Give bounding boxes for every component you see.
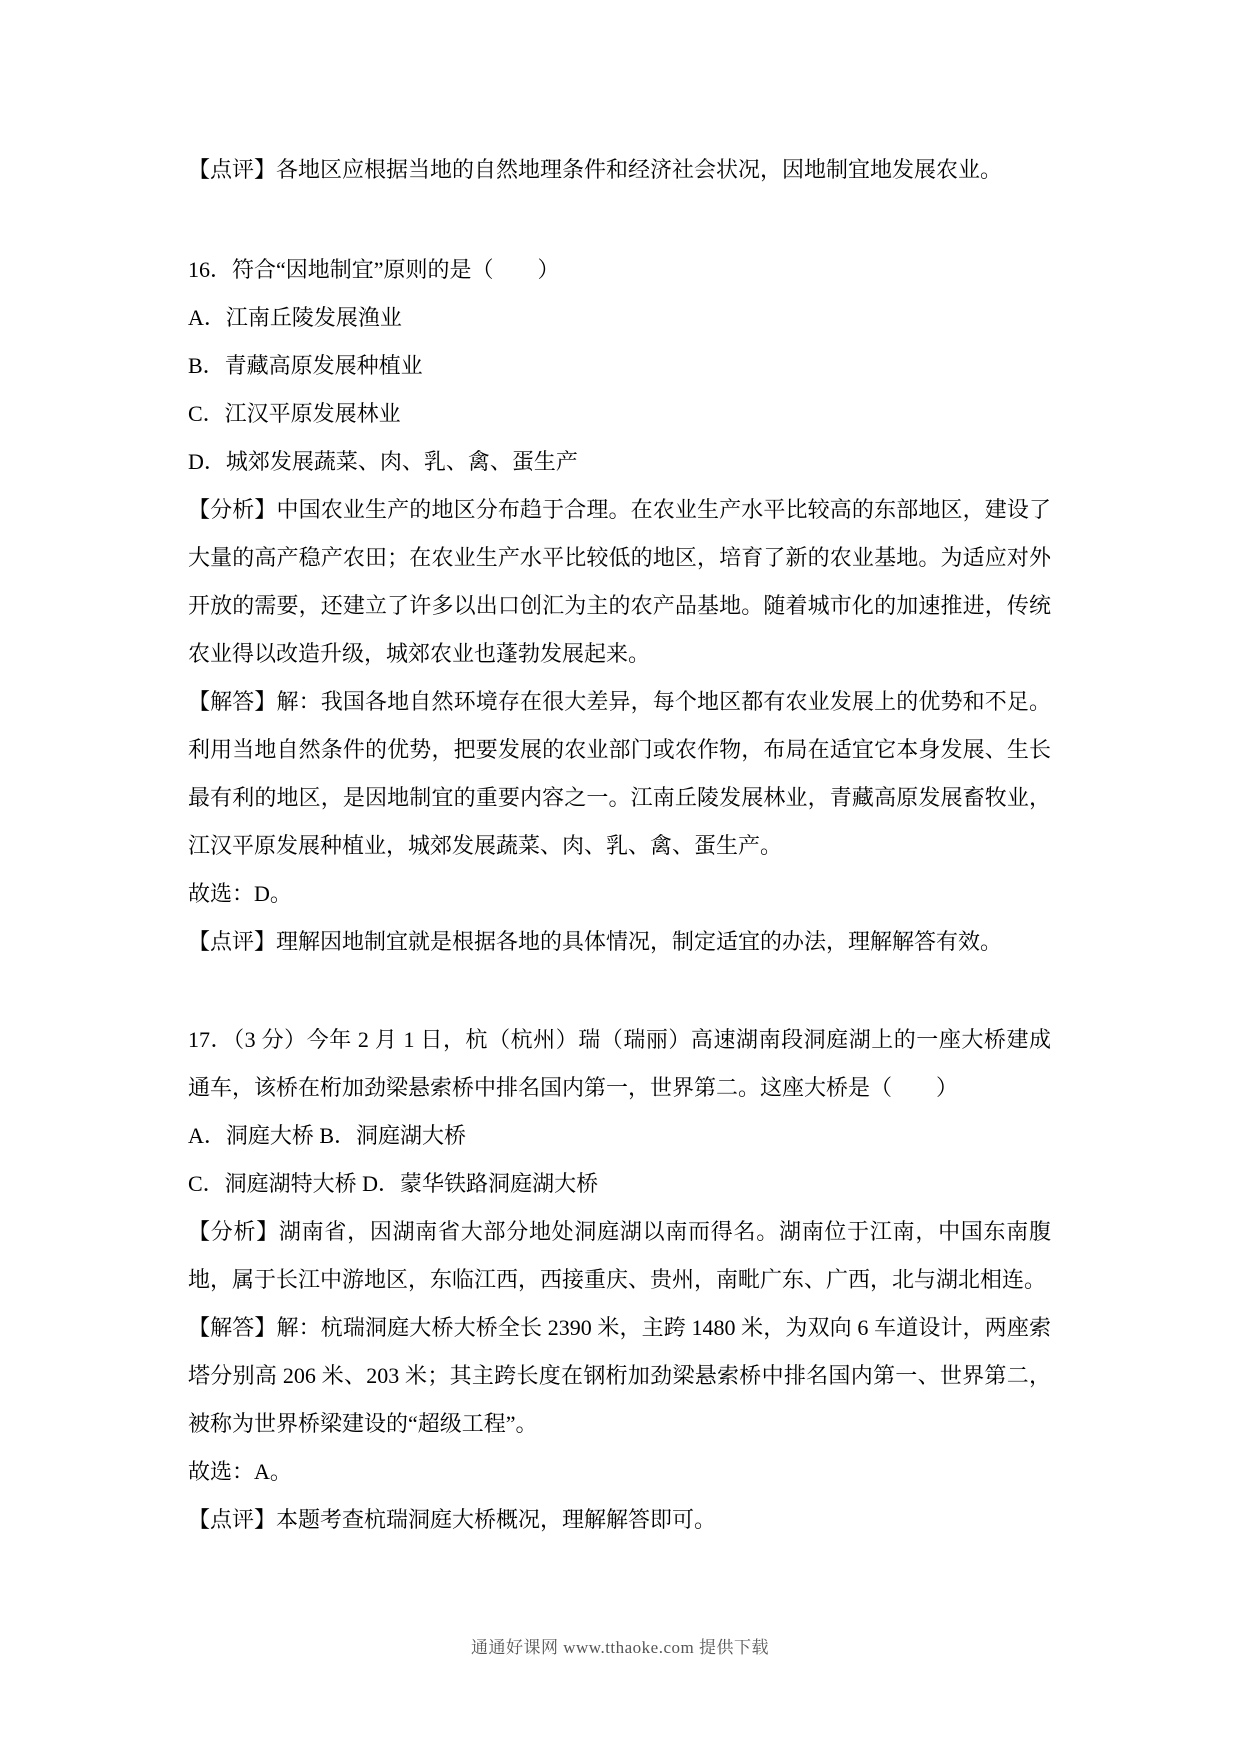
q16-answer-choice: 故选：D。 bbox=[188, 881, 292, 906]
q17-question-stem: 17．（3 分）今年 2 月 1 日，杭（杭州）瑞（瑞丽）高速湖南段洞庭湖上的一座大桥建成通车，该桥在桁加劲梁悬索桥中排名国内第一，世界第二。这座大桥是（ ） bbox=[188, 1027, 1051, 1100]
q16-comment-paragraph: 【点评】理解因地制宜就是根据各地的具体情况，制定适宜的办法，理解解答有效。 bbox=[188, 929, 1003, 954]
q16-option-a: A．江南丘陵发展渔业 bbox=[188, 305, 402, 330]
q16-option-b: B．青藏高原发展种植业 bbox=[188, 353, 423, 378]
footer-watermark-text: 通通好课网 www.tthaoke.com 提供下载 bbox=[470, 1638, 770, 1657]
q17-analysis-paragraph: 【分析】湖南省，因湖南省大部分地处洞庭湖以南而得名。湖南位于江南，中国东南腹地，属于长江中游地区，东临江西，西接重庆、贵州，南毗广东、广西，北与湖北相连。 bbox=[188, 1219, 1051, 1292]
q16-option-c: C．江汉平原发展林业 bbox=[188, 401, 401, 426]
q17-options-cd: C．洞庭湖特大桥 D．蒙华铁路洞庭湖大桥 bbox=[188, 1171, 599, 1196]
q17-comment-paragraph: 【点评】本题考查杭瑞洞庭大桥概况，理解解答即可。 bbox=[188, 1507, 717, 1532]
q17-options-ab: A．洞庭大桥 B．洞庭湖大桥 bbox=[188, 1123, 467, 1148]
document-body bbox=[188, 146, 1051, 1544]
q17-answer-choice: 故选：A。 bbox=[188, 1459, 292, 1484]
q16-question-stem: 16．符合“因地制宜”原则的是（ ） bbox=[188, 257, 560, 282]
q15-comment-paragraph: 【点评】各地区应根据当地的自然地理条件和经济社会状况，因地制宜地发展农业。 bbox=[188, 157, 1003, 182]
q16-analysis-paragraph: 【分析】中国农业生产的地区分布趋于合理。在农业生产水平比较高的东部地区，建设了大量的高产稳产农田；在农业生产水平比较低的地区，培育了新的农业基地。为适应对外开放的需要，还建立了许多以出口创汇为主的农产品基地。随着城市化的加速推进，传统农业得以改造升级，城郊农业也蓬勃发展起来。 bbox=[188, 497, 1051, 666]
q16-solution-paragraph: 【解答】解：我国各地自然环境存在很大差异，每个地区都有农业发展上的优势和不足。利用当地自然条件的优势，把要发展的农业部门或农作物，布局在适宜它本身发展、生长最有利的地区，是因地制宜的重要内容之一。江南丘陵发展林业，青藏高原发展畜牧业，江汉平原发展种植业，城郊发展蔬菜、肉、乳、禽、蛋生产。 bbox=[188, 689, 1051, 858]
q17-solution-paragraph: 【解答】解：杭瑞洞庭大桥大桥全长 2390 米，主跨 1480 米，为双向 6 车道设计，两座索塔分别高 206 米、203 米；其主跨长度在钢桁加劲梁悬索桥中排名国内第一、世界第二，被称为世界桥梁建设的“超级工程”。 bbox=[188, 1315, 1051, 1436]
page-footer bbox=[0, 1636, 1240, 1660]
q16-option-d: D．城郊发展蔬菜、肉、乳、禽、蛋生产 bbox=[188, 449, 578, 474]
